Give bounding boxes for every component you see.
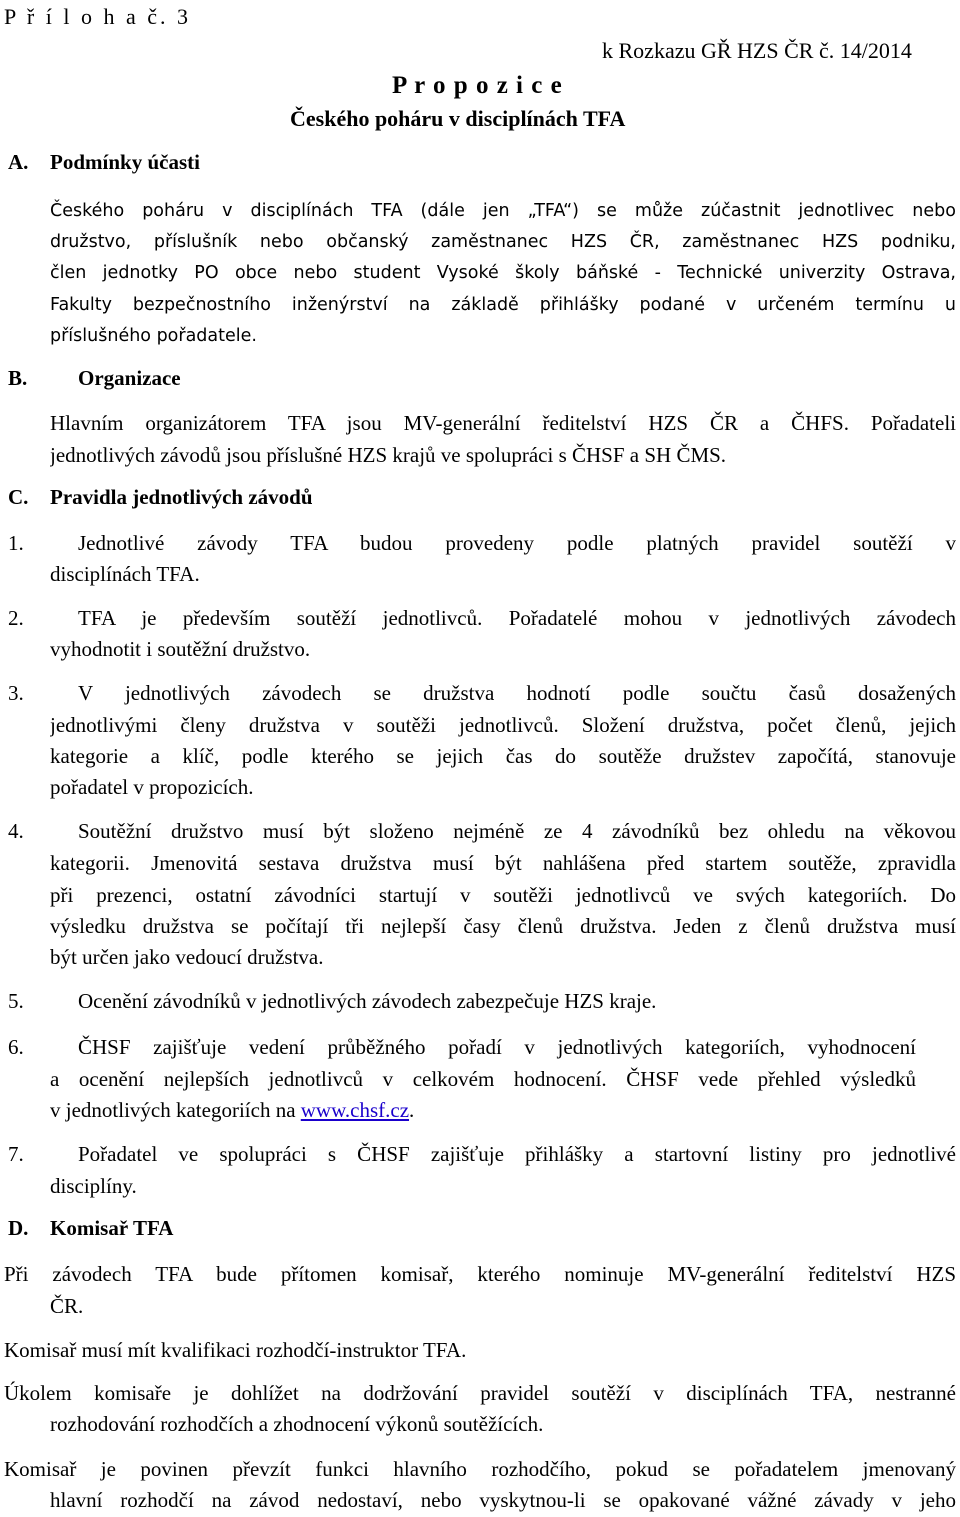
rule-line-with-link	[50, 1095, 956, 1125]
commissioner-paragraph-line: hlavní rozhodčí na závod nedostaví, nebo vyskytnou-li se opakované vážné závady v jeho	[50, 1488, 956, 1512]
section-a-line: Českého poháru v disciplínách TFA (dále jen „TFA“) se může zúčastnit jednotlivec nebo	[50, 201, 956, 221]
section-a-heading: Podmínky účasti	[50, 150, 200, 174]
rule-line: při prezenci, ostatní závodníci startují v soutěži jednotlivců ve svých kategoriích. Do	[50, 883, 956, 907]
rule-line: Soutěžní družstvo musí být složeno nejméně ze 4 závodníků bez ohledu na věkovou	[78, 819, 956, 843]
order-reference: k Rozkazu GŘ HZS ČR č. 14/2014	[602, 38, 912, 63]
rule-number: 5.	[8, 989, 24, 1013]
rule-line: jednotlivými členy družstva v soutěži jednotlivců. Složení družstva, počet členů, jejich	[50, 713, 956, 737]
rule-line: disciplíny.	[50, 1174, 137, 1198]
section-d-heading: Komisař TFA	[50, 1216, 174, 1240]
rule-line: kategorie a klíč, podle kterého se jejich čas do soutěže družstev započítá, stanovuje	[50, 744, 956, 768]
section-b-line: Hlavním organizátorem TFA jsou MV-generální ředitelství HZS ČR a ČHFS. Pořadateli	[50, 411, 956, 435]
section-b-line: jednotlivých závodů jsou příslušné HZS krajů ve spolupráci s ČHSF a SH ČMS.	[50, 443, 727, 467]
rule-line: být určen jako vedoucí družstva.	[50, 945, 324, 969]
commissioner-paragraph-line: rozhodování rozhodčích a zhodnocení výkonů soutěžících.	[50, 1412, 544, 1436]
attachment-label: P ř í l o h a č. 3	[4, 4, 191, 29]
rule-line: kategorii. Jmenovitá sestava družstva musí být nahlášena před startem soutěže, zpravidla	[50, 851, 956, 875]
section-b-letter: B.	[8, 366, 28, 390]
rule-line: vyhodnotit i soutěžní družstvo.	[50, 637, 311, 661]
link-trailing-period: .	[409, 1098, 415, 1122]
section-c-heading: Pravidla jednotlivých závodů	[50, 485, 313, 509]
commissioner-paragraph-line: Při závodech TFA bude přítomen komisař, kterého nominuje MV-generální ředitelství HZS	[4, 1262, 956, 1286]
rule-line: výsledku družstva se počítají tři nejlepší časy členů družstva. Jeden z členů družstva musí	[50, 914, 956, 938]
document-title: P r o p o z i c e	[392, 72, 563, 99]
document-subtitle: Českého poháru v disciplínách TFA	[290, 106, 626, 131]
rule-number: 3.	[8, 681, 24, 705]
rule-number: 4.	[8, 819, 24, 843]
rule-line: disciplínách TFA.	[50, 562, 200, 586]
section-a-line: družstvo, příslušník nebo občanský zaměstnanec HZS ČR, zaměstnanec HZS podniku,	[50, 232, 956, 252]
rule-number: 6.	[8, 1035, 24, 1059]
rule-line: TFA je především soutěží jednotlivců. Pořadatelé mohou v jednotlivých závodech	[78, 606, 956, 630]
rule-line: V jednotlivých závodech se družstva hodnotí podle součtu časů dosažených	[78, 681, 956, 705]
chsf-website-link[interactable]: www.chsf.cz	[300, 1098, 410, 1122]
rule-number: 1.	[8, 531, 24, 555]
commissioner-paragraph-line: Komisař musí mít kvalifikaci rozhodčí-instruktor TFA.	[4, 1338, 467, 1362]
section-c-letter: C.	[8, 485, 29, 509]
section-b-heading: Organizace	[78, 366, 181, 390]
rule-number: 7.	[8, 1142, 24, 1166]
commissioner-paragraph-line: Komisař je povinen převzít funkci hlavního rozhodčího, pokud se pořadatelem jmenovaný	[4, 1457, 956, 1481]
rule-line: Ocenění závodníků v jednotlivých závodech zabezpečuje HZS kraje.	[78, 989, 657, 1013]
section-a-letter: A.	[8, 150, 29, 174]
commissioner-paragraph-line: ČR.	[50, 1294, 84, 1318]
rule-line: Pořadatel ve spolupráci s ČHSF zajišťuje přihlášky a startovní listiny pro jednotlivé	[78, 1142, 956, 1166]
rule-number: 2.	[8, 606, 24, 630]
rule-line: a ocenění nejlepších jednotlivců v celkovém hodnocení. ČHSF vede přehled výsledků	[50, 1067, 916, 1091]
rule-line-text: v jednotlivých kategoriích na	[50, 1098, 301, 1122]
section-a-line: člen jednotky PO obce nebo student Vysoké školy báňské - Technické univerzity Ostrava,	[50, 263, 956, 283]
section-a-line: Fakulty bezpečnostního inženýrství na základě přihlášky podané v určeném termínu u	[50, 295, 956, 315]
rule-line: ČHSF zajišťuje vedení průběžného pořadí v jednotlivých kategoriích, vyhodnocení	[78, 1035, 916, 1059]
commissioner-paragraph-line: Úkolem komisaře je dohlížet na dodržování pravidel soutěží v disciplínách TFA, nestranné	[4, 1381, 956, 1405]
section-d-letter: D.	[8, 1216, 29, 1240]
rule-line: Jednotlivé závody TFA budou provedeny podle platných pravidel soutěží v	[78, 531, 956, 555]
rule-line: pořadatel v propozicích.	[50, 775, 254, 799]
section-a-line: příslušného pořadatele.	[50, 326, 257, 346]
